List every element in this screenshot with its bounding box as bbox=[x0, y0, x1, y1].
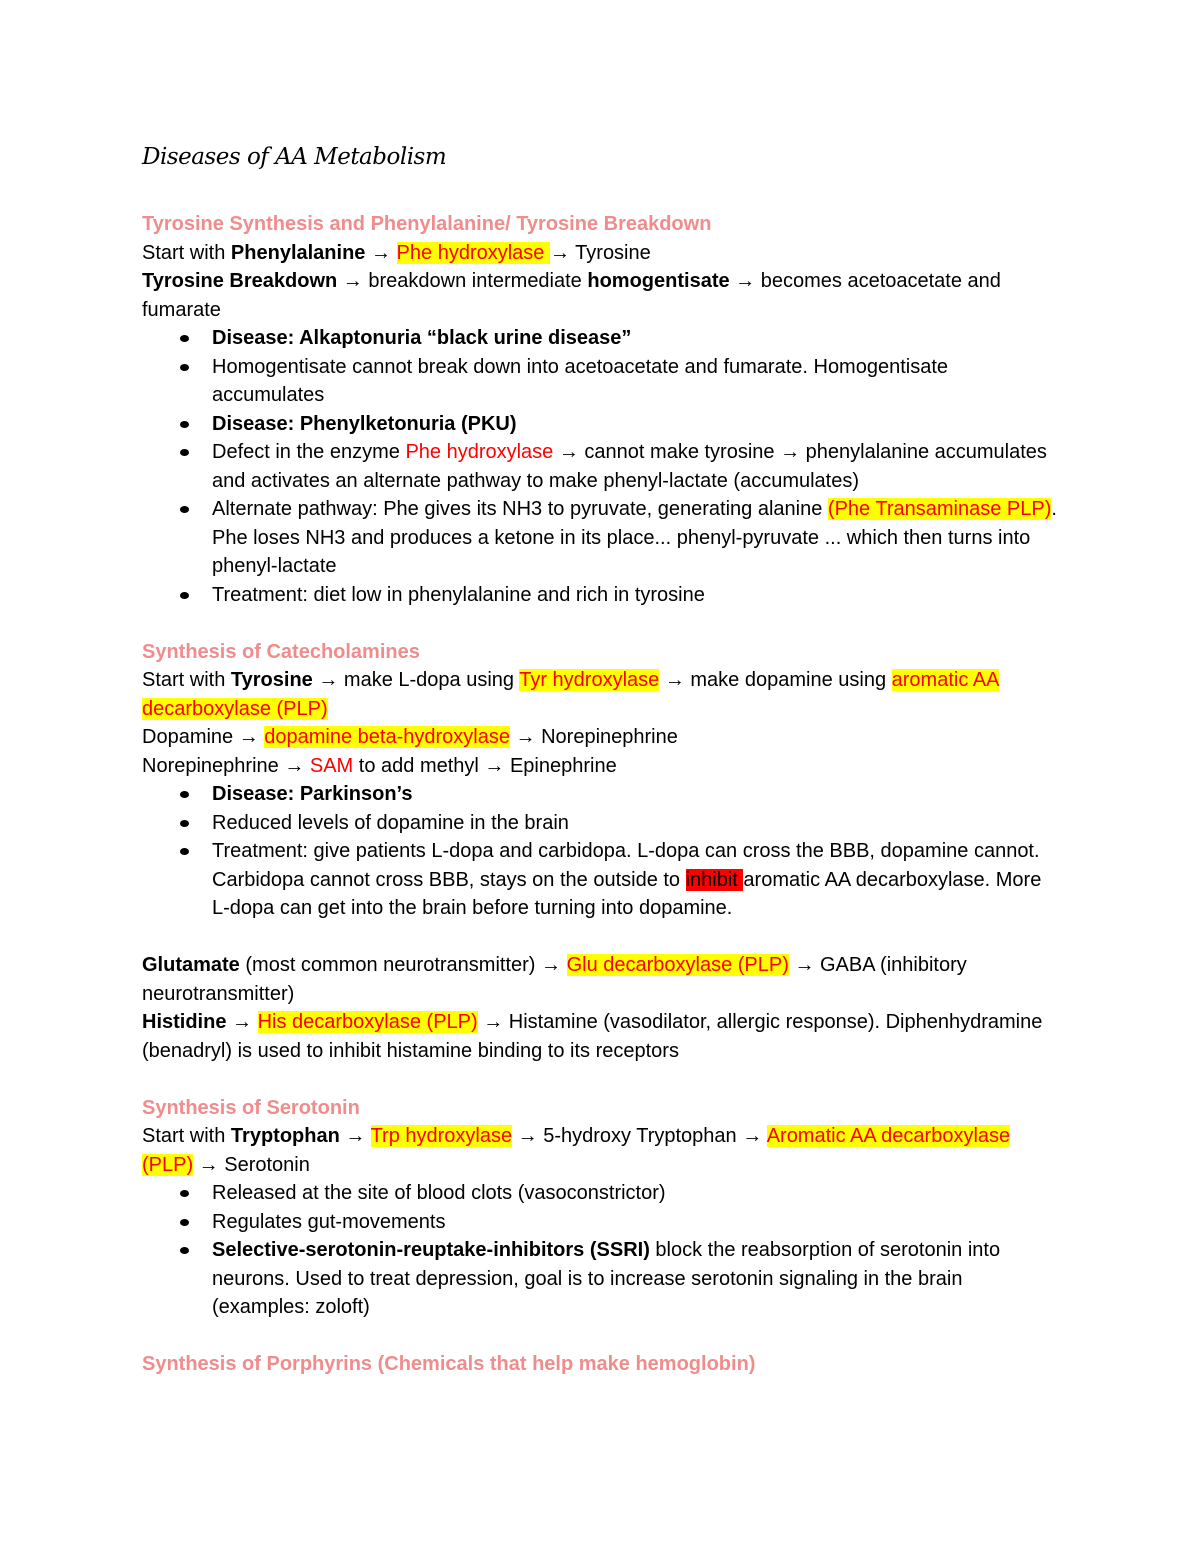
section-catecholamines bbox=[142, 638, 1062, 923]
highlight: Phe hydroxylase bbox=[396, 241, 550, 264]
highlight: inhibit bbox=[685, 868, 744, 891]
highlight: Aromatic AA decarboxylase (PLP) bbox=[142, 1125, 1011, 1176]
bullet-icon bbox=[180, 421, 189, 428]
section-tyrosine bbox=[142, 210, 1062, 609]
bullet-icon bbox=[180, 1219, 189, 1226]
bullet-list bbox=[142, 324, 1062, 609]
list-item: Regulates gut-movements bbox=[212, 1208, 1062, 1237]
highlight: (Phe Transaminase PLP) bbox=[827, 498, 1052, 520]
paragraph: Tyrosine Breakdown → breakdown intermediate homogentisate → becomes acetoacetate and fumarate bbox=[142, 270, 1001, 321]
highlight: Tyr hydroxylase bbox=[519, 669, 660, 691]
bullet-icon bbox=[180, 820, 189, 827]
bullet-icon bbox=[180, 791, 189, 798]
highlight: aromatic AA decarboxylase (PLP) bbox=[142, 669, 1000, 720]
bullet-icon bbox=[180, 592, 189, 599]
highlight: Glu decarboxylase (PLP) bbox=[566, 954, 789, 976]
bullet-icon bbox=[180, 506, 189, 513]
section-heading: Synthesis of Catecholamines bbox=[142, 640, 420, 663]
highlight: Trp hydroxylase bbox=[370, 1125, 513, 1147]
document-body bbox=[142, 210, 1062, 1379]
bullet-icon bbox=[180, 1247, 189, 1254]
paragraph: Start with Tyrosine → make L-dopa using Tyr hydroxylase → make dopamine using aromatic AA decarboxylase (PLP) bbox=[142, 669, 1000, 720]
list-item: Reduced levels of dopamine in the brain bbox=[212, 809, 1062, 838]
bullet-list bbox=[142, 780, 1062, 923]
paragraph: Start with Tryptophan → Trp hydroxylase → 5-hydroxy Tryptophan → Aromatic AA decarboxylase (PLP) → Serotonin bbox=[142, 1125, 1011, 1176]
list-item: Homogentisate cannot break down into acetoacetate and fumarate. Homogentisate accumulates bbox=[212, 353, 1062, 410]
paragraph: Dopamine → dopamine beta-hydroxylase → Norepinephrine bbox=[142, 726, 678, 748]
paragraph: Start with Phenylalanine → Phe hydroxylase → Tyrosine bbox=[142, 241, 651, 264]
list-item: Disease: Parkinson’s bbox=[212, 780, 1062, 809]
section-heading: Tyrosine Synthesis and Phenylalanine/ Tyrosine Breakdown bbox=[142, 213, 712, 235]
section-heading: Synthesis of Serotonin bbox=[142, 1096, 360, 1119]
bullet-icon bbox=[180, 1190, 189, 1197]
section-porphyrins bbox=[142, 1350, 1062, 1379]
list-item: Treatment: diet low in phenylalanine and rich in tyrosine bbox=[212, 581, 1062, 610]
bullet-icon bbox=[180, 848, 189, 855]
bullet-icon bbox=[180, 364, 189, 371]
section-heading: Synthesis of Porphyrins (Chemicals that help make hemoglobin) bbox=[142, 1353, 756, 1375]
list-item: Treatment: give patients L-dopa and carbidopa. L-dopa can cross the BBB, dopamine cannot. Carbidopa cannot cross BBB, stays on the outside to inhibit aromatic AA decarboxylase. More L-dopa can get into the brain before turning into dopamine. bbox=[212, 837, 1062, 923]
document-title: Diseases of AA Metabolism bbox=[142, 144, 447, 170]
bullet-list bbox=[142, 1179, 1062, 1322]
paragraph: Glutamate (most common neurotransmitter) → Glu decarboxylase (PLP) → GABA (inhibitory neurotransmitter) bbox=[142, 954, 967, 1005]
list-item: Selective-serotonin-reuptake-inhibitors (SSRI) block the reabsorption of serotonin into neurons. Used to treat depression, goal is to increase serotonin signaling in the brain (examples: zoloft) bbox=[212, 1236, 1062, 1322]
list-item: Disease: Alkaptonuria “black urine disease” bbox=[212, 324, 1062, 353]
highlight: His decarboxylase (PLP) bbox=[257, 1011, 478, 1033]
list-item: Disease: Phenylketonuria (PKU) bbox=[212, 410, 1062, 439]
highlight: dopamine beta-hydroxylase bbox=[264, 726, 510, 748]
section-serotonin bbox=[142, 1094, 1062, 1322]
bullet-icon bbox=[180, 335, 189, 342]
paragraph: Norepinephrine → SAM to add methyl → Epinephrine bbox=[142, 754, 617, 777]
paragraph: Histidine → His decarboxylase (PLP) → Histamine (vasodilator, allergic response). Diphenhydramine (benadryl) is used to inhibit histamine binding to its receptors bbox=[142, 1011, 1043, 1062]
list-item: Defect in the enzyme Phe hydroxylase → cannot make tyrosine → phenylalanine accumulates and activates an alternate pathway to make phenyl-lactate (accumulates) bbox=[212, 438, 1062, 495]
section-glutamate-histidine bbox=[142, 951, 1062, 1065]
list-item: Released at the site of blood clots (vasoconstrictor) bbox=[212, 1179, 1062, 1208]
list-item: Alternate pathway: Phe gives its NH3 to pyruvate, generating alanine (Phe Transaminase PLP). Phe loses NH3 and produces a ketone in its place... phenyl-pyruvate ... which then turns into phenyl-lactate bbox=[212, 495, 1062, 581]
bullet-icon bbox=[180, 449, 189, 456]
